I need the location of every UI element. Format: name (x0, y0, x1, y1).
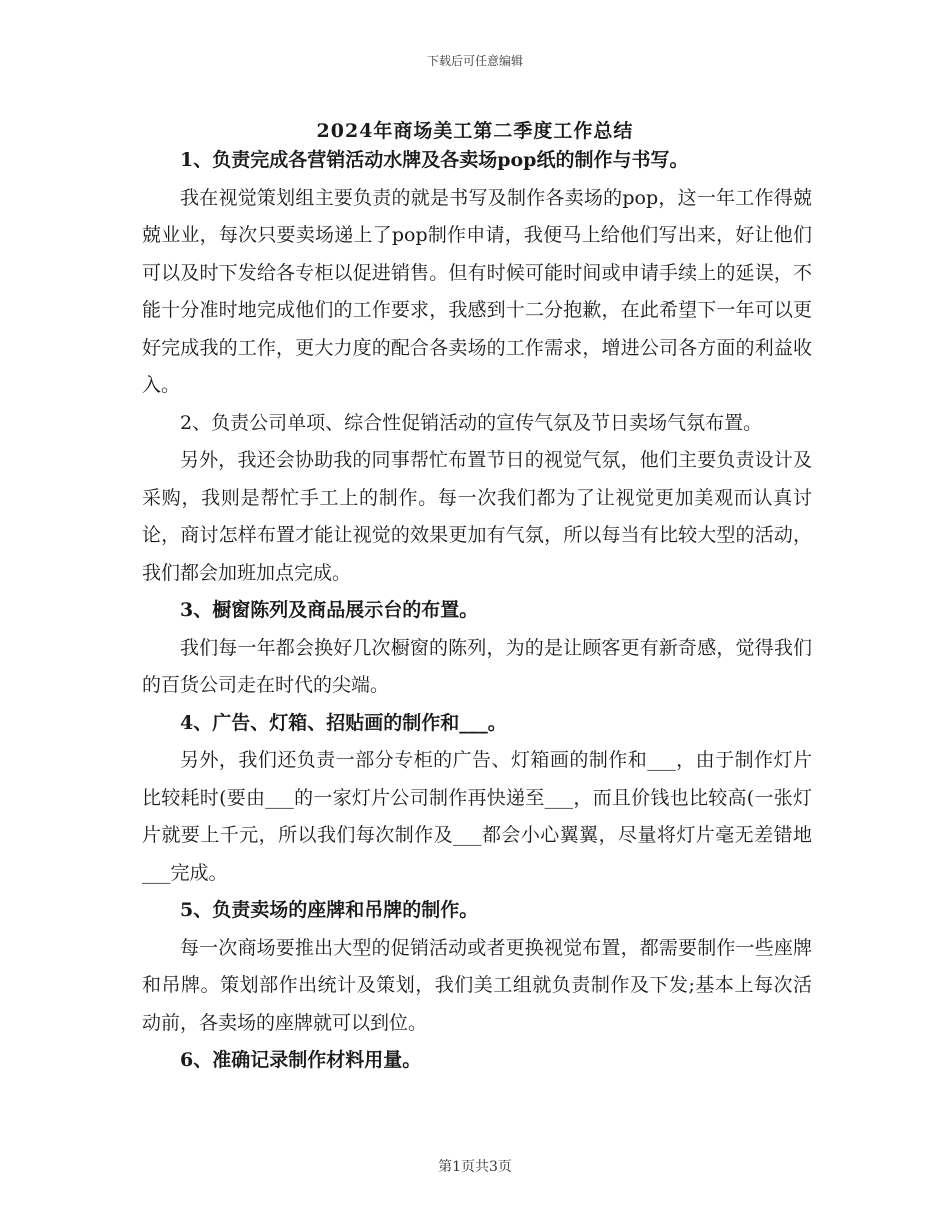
paragraph-6: 每一次商场要推出大型的促销活动或者更换视觉布置，都需要制作一些座牌和吊牌。策划部作出统计及策划，我们美工组就负责制作及下发;基本上每次活动前，各卖场的座牌就可以到位。 (142, 936, 812, 1034)
document-title: 2024年商场美工第二季度工作总结 (316, 120, 634, 142)
header-note: 下载后可任意编辑 (426, 54, 523, 68)
paragraph-2: 2、负责公司单项、综合性促销活动的宣传气氛及节日卖场气氛布置。 (180, 411, 763, 434)
section-heading-3: 3、橱窗陈列及商品展示台的布置。 (180, 599, 479, 621)
section-heading-5: 5、负责卖场的座牌和吊牌的制作。 (180, 899, 479, 921)
document-body (142, 142, 812, 1080)
section-heading-4: 4、广告、灯箱、招贴画的制作和___。 (180, 711, 507, 734)
page-footer: 第1页共3页 (438, 1159, 512, 1175)
paragraph-1: 我在视觉策划组主要负责的就是书写及制作各卖场的pop，这一年工作得兢兢业业，每次只要卖场递上了pop制作申请，我便马上给他们写出来，好让他们可以及时下发给各专柜以促进销售。但有时候可能时间或申请手续上的延误，不能十分准时地完成他们的工作要求，我感到十二分抱歉，在此希望下一年可以更好完成我的工作，更大力度的配合各卖场的工作需求，增进公司各方面的利益收入。 (142, 186, 812, 396)
section-heading-6: 6、准确记录制作材料用量。 (180, 1049, 422, 1071)
section-heading-1: 1、负责完成各营销活动水牌及各卖场pop纸的制作与书写。 (180, 149, 689, 171)
paragraph-3: 另外，我还会协助我的同事帮忙布置节日的视觉气氛，他们主要负责设计及采购，我则是帮忙手工上的制作。每一次我们都为了让视觉更加美观而认真讨论，商讨怎样布置才能让视觉的效果更加有气氛，所以每当有比较大型的活动，我们都会加班加点完成。 (142, 449, 812, 584)
paragraph-5: 另外，我们还负责一部分专柜的广告、灯箱画的制作和___，由于制作灯片比较耗时(要由___的一家灯片公司制作再快递至___，而且价钱也比较高(一张灯片就要上千元，所以我们每次制作及___都会小心翼翼，尽量将灯片毫无差错地___完成。 (142, 749, 812, 884)
paragraph-4: 我们每一年都会换好几次橱窗的陈列，为的是让顾客更有新奇感，觉得我们的百货公司走在时代的尖端。 (142, 636, 812, 696)
